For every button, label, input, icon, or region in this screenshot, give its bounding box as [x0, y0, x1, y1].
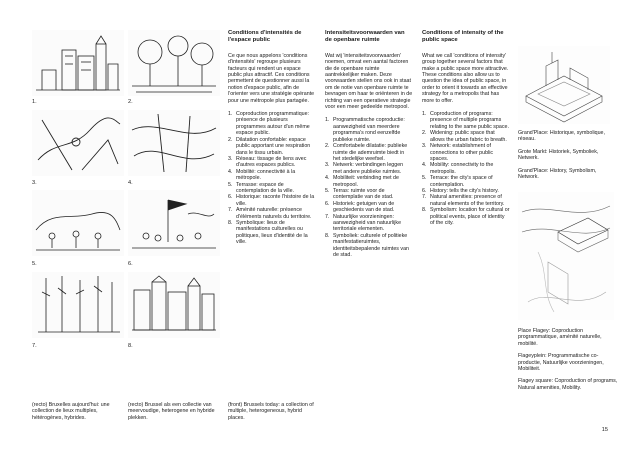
sketch-7-number: 7. — [32, 343, 37, 349]
french-intro: Ce que nous appelons 'conditions d'intensités' regroupe plusieurs facteurs qui rendent un espace public plus attractif. Ces conditions permettent de questionner aussi la notion d'espace public, afin de l'orienter vers une stratégie opérante pour une métropole plus partagée. — [228, 52, 315, 104]
dutch-item: 2. Comfortabele dilatatie: publieke ruimte die ademruimte biedt in het stedelijke weefsel. — [325, 143, 408, 162]
sketch-4 — [128, 110, 220, 176]
grand-place-axonometric — [518, 46, 610, 124]
square-facades-sketch — [128, 272, 220, 338]
sketch-1 — [32, 30, 124, 96]
flagey-3d-drawing-icon — [518, 192, 614, 320]
sketch-6-number: 6. — [128, 261, 133, 267]
sketch-8-number: 8. — [128, 343, 133, 349]
sketch-2 — [128, 30, 220, 96]
flagey-en: Flagey square: Coproduction of programs, Natural amenities, Mobility. — [518, 378, 618, 391]
french-item: 3. Réseau: tissage de liens avec d'autres espaces publics. — [228, 155, 307, 169]
dutch-caption: (recto) Brussel als een collectie van meervoudige, heterogene en hybride plekken. — [128, 402, 215, 421]
grand-place-en: Grand'Place: History, Symbolism, Network. — [518, 167, 597, 181]
english-column — [422, 30, 510, 226]
flagey-fr: Place Flagey: Coproduction programmatique, aménité naturelle, mobilité. — [518, 328, 602, 347]
sketch-8 — [128, 272, 220, 338]
dutch-item: 8. Symboliek: culturele of politieke manifestatieruimtes, identiteitsbepalende ruimtes van de stad. — [325, 232, 409, 258]
english-intro: What we call 'conditions of intensity' group together several factors that make a public space more attractive. These conditions also allow us to question the idea of public space, in order to orient it towards an effective strategy for a metropolis that has more to offer. — [422, 52, 509, 104]
sketch-5 — [32, 190, 124, 256]
french-item: 5. Terrasse: espace de contemplation de la ville. — [228, 181, 295, 194]
grand-place-fr: Grand'Place: Historique, symbolique, réseau. — [518, 130, 605, 143]
french-item: 7. Aménité naturelle: présence d'éléments naturels du territoire. — [228, 207, 312, 220]
sketch-5-number: 5. — [32, 261, 37, 267]
dutch-item: 6. Historiek: getuigen van de geschiedenis van de stad. — [325, 200, 395, 214]
french-item: 4. Mobilité: connectivité à la métropole. — [228, 168, 296, 182]
flagey-captions — [518, 328, 618, 397]
dutch-item: 3. Netwerk: verbindingen leggen met andere publieke ruimtes. — [325, 162, 404, 175]
grote-markt-nl: Grote Markt: Historiek, Symboliek, Netwerk. — [518, 148, 599, 162]
sketch-7 — [32, 272, 124, 338]
crowd-sketch — [32, 190, 124, 256]
page-number: 15 — [601, 427, 608, 433]
dutch-item: 5. Terras: ruimte voor de contemplatie van de stad. — [325, 187, 394, 201]
trees-sketch — [128, 30, 220, 96]
dutch-column — [325, 30, 413, 258]
english-item: 2. Widening: public space that allows the urban fabric to breath. — [422, 130, 507, 143]
english-item: 5. Terrace: the city's space of contemplation. — [422, 175, 493, 188]
english-item: 4. Mobility: connectivity to the metropolis. — [422, 162, 494, 175]
street-map-sketch — [32, 110, 124, 176]
forest-sketch — [32, 272, 124, 338]
dutch-item: 4. Mobiliteit: verbinding met de metropool. — [325, 175, 399, 188]
english-heading: Conditions of intensity of the public space — [422, 30, 504, 43]
sketch-3-number: 3. — [32, 180, 37, 186]
french-heading: Conditions d'intensités de l'espace public — [228, 30, 302, 43]
dutch-heading: Intensiteitsvoorwaarden van de openbare ruimte — [325, 30, 405, 43]
english-item: 6. History: tells the city's history. — [422, 187, 499, 194]
french-caption: (recto) Bruxelles aujourd'hui: une collection de lieux multiples, hétérogènes, hybrides. — [32, 402, 110, 421]
dutch-item: 1. Programmatische coproductie: aanwezigheid van meerdere programma's rond eenzelfde publieke ruimte. — [325, 117, 405, 143]
flag-crowd-sketch — [128, 190, 220, 256]
path-map-sketch — [128, 110, 220, 176]
dutch-intro: Wat wij 'intensiteitsvoorwaarden' noemen, omvat een aantal factoren die de openbare ruimte aantrekkelijker maken. Deze voorwaarden stellen ons ook in staat om de notie van openbare ruimte te bevragen om haar te oriënteren in de richting van een operatieve strategie voor een meer gedeelde metropool. — [325, 52, 413, 111]
grand-place-captions — [518, 130, 618, 186]
sketch-1-number: 1. — [32, 99, 37, 105]
sketch-2-number: 2. — [128, 99, 133, 105]
grand-place-3d-drawing-icon — [518, 46, 610, 124]
flagey-axonometric — [518, 192, 614, 320]
flagey-nl: Flageyplein: Programmatische co-productie, Natuurlijke voorzieningen, Mobiliteit. — [518, 353, 604, 373]
city-buildings-sketch — [32, 30, 124, 96]
dutch-list — [325, 117, 413, 258]
english-item: 7. Natural amenities: presence of natural elements of the territory. — [422, 194, 505, 207]
sketch-6 — [128, 190, 220, 256]
english-list — [422, 111, 510, 226]
english-item: 1. Coproduction of programs: presence of multiple programs relating to the same public space. — [422, 111, 509, 130]
sketch-3 — [32, 110, 124, 176]
english-caption: (front) Brussels today: a collection of multiple, heterogeneous, hybrid places. — [228, 402, 314, 421]
sketch-4-number: 4. — [128, 180, 133, 186]
french-item: 2. Dilatation confortable: espace public apportant une respiration dans le tissu urbain. — [228, 136, 311, 156]
english-item: 8. Symbolism: location for cultural or political events, place of identity of the city. — [422, 207, 510, 226]
french-item: 6. Historique: raconte l'histoire de la ville. — [228, 194, 315, 207]
french-list — [228, 111, 316, 246]
english-item: 3. Network: establishment of connections to other public spaces. — [422, 143, 494, 162]
french-item: 8. Symbolique: lieux de manifestations culturelles ou politiques, lieux d'identité de la ville. — [228, 219, 308, 246]
french-column — [228, 30, 316, 246]
french-item: 1. Coproduction programmatique: présence de plusieurs programmes autour d'un même espace public. — [228, 111, 310, 137]
dutch-item: 7. Natuurlijke voorzieningen: aanwezigheid van natuurlijke territoriale elementen. — [325, 213, 402, 233]
